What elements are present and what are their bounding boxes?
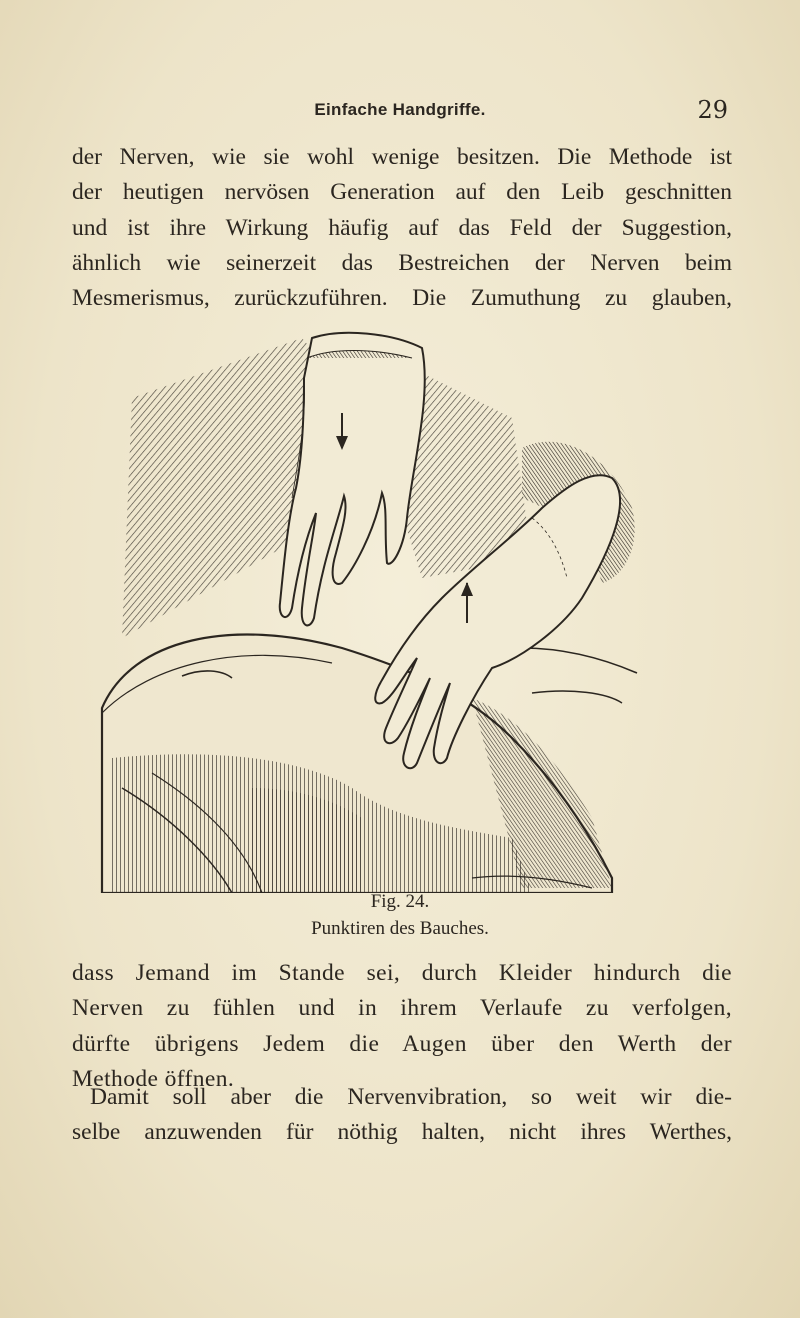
page-number: 29 <box>697 96 728 124</box>
text-line: ähnlich wie seinerzeit das Bestreichen der Nerven beim <box>72 249 732 276</box>
text-line: Damit soll aber die Nervenvibration, so weit wir die- <box>90 1084 732 1110</box>
text-line: und ist ihre Wirkung häufig auf das Feld der Suggestion, <box>72 214 732 241</box>
paragraph-2 <box>72 956 732 1097</box>
text-line: der heutigen nervösen Generation auf den Leib geschnitten <box>72 179 732 206</box>
text-line: Methode öffnen. <box>72 1065 235 1092</box>
engraving-illustration <box>92 318 652 893</box>
running-title: Einfache Handgriffe. <box>314 100 486 119</box>
paragraph-3 <box>72 1080 732 1151</box>
text-line: Mesmerismus, zurückzuführen. Die Zumuthung zu glauben, <box>72 285 732 312</box>
text-line: dürfte übrigens Jedem die Augen über den Werth der <box>72 1030 732 1057</box>
text-line: selbe anzuwenden für nöthig halten, nicht ihres Werthes, <box>72 1119 732 1146</box>
hands-on-abdomen-engraving <box>92 318 652 893</box>
figure-caption: Punktiren des Bauches. <box>311 918 489 939</box>
running-header <box>0 96 800 124</box>
text-line: der Nerven, wie sie wohl wenige besitzen. Die Methode ist <box>72 144 732 170</box>
paragraph-1 <box>72 140 732 316</box>
figure-number: Fig. 24. <box>370 891 430 912</box>
text-line: Nerven zu fühlen und in ihrem Verlaufe zu verfolgen, <box>72 995 732 1022</box>
text-line: dass Jemand im Stande sei, durch Kleider hindurch die <box>72 960 732 986</box>
